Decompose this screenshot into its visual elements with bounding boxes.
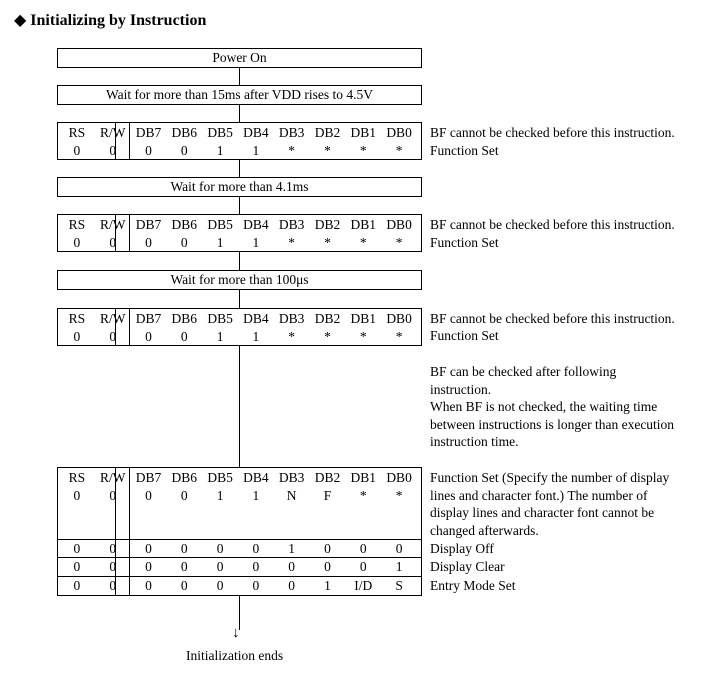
wait-4ms-label: Wait for more than 4.1ms — [170, 179, 309, 194]
bit-value: * — [395, 235, 403, 250]
col-rw: R/W — [99, 125, 126, 140]
bit-value: 0 — [145, 488, 152, 503]
bit-value: 0 — [73, 559, 81, 574]
bit-value: 0 — [109, 329, 117, 344]
note-entry-mode-set: Entry Mode Set — [430, 578, 516, 593]
col-db3: DB3 — [278, 217, 305, 232]
col-rs: RS — [68, 311, 86, 326]
bit-value: 0 — [180, 235, 188, 250]
connector-line — [239, 252, 240, 270]
wait-100us-box — [57, 270, 422, 290]
bit-value: 1 — [252, 235, 260, 250]
bit-value: 0 — [73, 578, 81, 593]
bit-value: 0 — [145, 541, 152, 556]
bit-value: * — [395, 143, 403, 158]
note-bf-cannot-2: BF cannot be checked before this instruction. — [430, 217, 675, 232]
bit-value: 1 — [288, 541, 296, 556]
bit-value: 0 — [216, 541, 224, 556]
col-db0: DB0 — [386, 470, 412, 485]
table-header-row — [59, 310, 417, 327]
col-rw: R/W — [99, 311, 126, 326]
bit-value: * — [359, 329, 367, 344]
bit-value: 0 — [324, 541, 331, 556]
bf-note-line: between instructions is longer than execution — [430, 416, 675, 432]
bit-value: 0 — [109, 559, 117, 574]
arrow-down-icon: ↓ — [232, 625, 240, 641]
bit-value: 0 — [180, 578, 188, 593]
bit-value: 0 — [252, 559, 260, 574]
bf-check-note — [430, 363, 674, 451]
bit-value: I/D — [354, 578, 373, 593]
bit-value: * — [288, 235, 296, 250]
bit-value: 0 — [145, 235, 152, 250]
col-db0: DB0 — [386, 217, 412, 232]
table-row — [59, 577, 417, 594]
col-db2: DB2 — [314, 125, 341, 140]
col-db3: DB3 — [278, 311, 305, 326]
note-line: lines and character font.) The number of — [430, 487, 648, 503]
bit-value: 0 — [180, 559, 188, 574]
col-db6: DB6 — [171, 311, 198, 326]
bit-value: 1 — [216, 329, 224, 344]
col-db4: DB4 — [243, 217, 269, 232]
bit-value: 1 — [324, 578, 331, 593]
col-rs: RS — [68, 125, 86, 140]
note-line: changed afterwards. — [430, 522, 539, 538]
bit-value: N — [286, 488, 297, 503]
col-db0: DB0 — [386, 311, 412, 326]
bit-value: 0 — [180, 488, 188, 503]
wait-100us-label: Wait for more than 100μs — [170, 272, 309, 287]
bit-value: 0 — [73, 143, 81, 158]
bit-value: * — [324, 143, 331, 158]
bit-value: S — [395, 578, 403, 593]
table-header-row — [59, 469, 417, 486]
bf-note-line: BF can be checked after following — [430, 364, 617, 379]
bit-value: 1 — [252, 143, 260, 158]
bit-value: 1 — [216, 235, 224, 250]
col-db1: DB1 — [350, 470, 377, 485]
bit-value: 0 — [109, 488, 117, 503]
col-db5: DB5 — [207, 470, 233, 485]
bit-value: * — [395, 488, 403, 503]
table-row — [59, 558, 417, 575]
col-db2: DB2 — [314, 311, 341, 326]
bf-note-line: When BF is not checked, the waiting time — [430, 399, 658, 414]
bit-value: 0 — [145, 559, 152, 574]
col-rs: RS — [68, 470, 86, 485]
col-db6: DB6 — [171, 217, 198, 232]
bit-value: 0 — [252, 578, 260, 593]
table-row — [59, 540, 417, 557]
connector-line — [239, 290, 240, 308]
bit-value: * — [288, 143, 296, 158]
col-db5: DB5 — [207, 217, 233, 232]
bit-value: 0 — [73, 329, 81, 344]
wait-15ms-box — [57, 85, 422, 105]
bit-value: 0 — [73, 541, 81, 556]
bit-value: 1 — [216, 143, 224, 158]
table-header-row — [59, 124, 417, 141]
bit-value: 0 — [180, 541, 188, 556]
wait-4ms-box — [57, 177, 422, 197]
bit-value: 0 — [109, 578, 117, 593]
bit-value: 0 — [73, 488, 81, 503]
col-rw: R/W — [99, 470, 126, 485]
table-row — [59, 487, 417, 504]
power-on-label: Power On — [212, 50, 267, 65]
col-db1: DB1 — [350, 125, 377, 140]
instruction-table-3 — [57, 308, 422, 346]
col-db6: DB6 — [171, 125, 198, 140]
connector-line — [239, 346, 240, 467]
col-db4: DB4 — [243, 470, 269, 485]
col-db7: DB7 — [135, 470, 162, 485]
bit-value: 0 — [252, 541, 260, 556]
bit-value: 1 — [216, 488, 224, 503]
bit-value: 0 — [180, 329, 188, 344]
col-db7: DB7 — [135, 217, 162, 232]
bit-value: 0 — [180, 143, 188, 158]
table-header-row — [59, 216, 417, 233]
col-db7: DB7 — [135, 311, 162, 326]
col-db1: DB1 — [350, 311, 377, 326]
table-row — [59, 142, 417, 159]
col-db2: DB2 — [314, 470, 341, 485]
connector-line — [239, 68, 240, 85]
bit-value: 0 — [288, 578, 296, 593]
note-line: display lines and character font cannot be — [430, 505, 655, 520]
col-db0: DB0 — [386, 125, 412, 140]
instruction-table-1 — [57, 122, 422, 160]
bit-value: * — [288, 329, 296, 344]
table-row — [59, 328, 417, 345]
col-db3: DB3 — [278, 470, 305, 485]
col-db5: DB5 — [207, 125, 233, 140]
instruction-table-2 — [57, 214, 422, 252]
col-db4: DB4 — [243, 125, 269, 140]
col-db7: DB7 — [135, 125, 162, 140]
bit-value: 0 — [109, 541, 117, 556]
col-db4: DB4 — [243, 311, 269, 326]
bf-note-line: instruction time. — [430, 434, 519, 449]
col-rw: R/W — [99, 217, 126, 232]
bf-note-line: instruction. — [430, 381, 492, 397]
bit-value: 1 — [252, 329, 260, 344]
bit-value: 0 — [73, 235, 81, 250]
connector-line — [239, 160, 240, 177]
bit-value: 0 — [145, 329, 152, 344]
note-display-clear: Display Clear — [430, 559, 505, 574]
instruction-table-final — [57, 467, 422, 596]
bit-value: 0 — [109, 143, 117, 158]
table-row — [59, 234, 417, 251]
note-line: Function Set (Specify the number of display — [430, 470, 670, 485]
col-rs: RS — [68, 217, 86, 232]
note-function-set-2: Function Set — [430, 235, 499, 250]
bit-value: 0 — [395, 541, 403, 556]
note-function-set-3: Function Set — [430, 328, 499, 343]
bit-value: 0 — [288, 559, 296, 574]
note-function-set-1: Function Set — [430, 143, 499, 158]
col-db1: DB1 — [350, 217, 377, 232]
bit-value: * — [359, 143, 367, 158]
bit-value: * — [324, 235, 331, 250]
connector-line — [239, 105, 240, 122]
bit-value: * — [324, 329, 331, 344]
col-db6: DB6 — [171, 470, 198, 485]
bit-value: 0 — [145, 143, 152, 158]
bit-value: * — [359, 488, 367, 503]
bit-value: 1 — [395, 559, 403, 574]
section-title: ◆ Initializing by Instruction — [14, 12, 207, 29]
final-function-set-note — [430, 469, 669, 539]
col-db3: DB3 — [278, 125, 305, 140]
bit-value: 0 — [145, 578, 152, 593]
bit-value: 0 — [359, 541, 367, 556]
bit-value: 0 — [216, 578, 224, 593]
bit-value: 0 — [109, 235, 117, 250]
bit-value: * — [359, 235, 367, 250]
col-db2: DB2 — [314, 217, 341, 232]
bit-value: * — [395, 329, 403, 344]
bit-value: 0 — [216, 559, 224, 574]
note-display-off: Display Off — [430, 541, 494, 556]
note-bf-cannot-1: BF cannot be checked before this instruction. — [430, 125, 675, 140]
bit-value: F — [323, 488, 332, 503]
connector-line — [239, 197, 240, 214]
bit-value: 0 — [324, 559, 331, 574]
bit-value: 1 — [252, 488, 260, 503]
wait-15ms-label: Wait for more than 15ms after VDD rises to 4.5V — [105, 87, 374, 102]
initialization-ends-label: Initialization ends — [186, 648, 284, 663]
col-db5: DB5 — [207, 311, 233, 326]
bit-value: 0 — [359, 559, 367, 574]
note-bf-cannot-3: BF cannot be checked before this instruction. — [430, 311, 675, 326]
power-on-box — [57, 48, 422, 68]
